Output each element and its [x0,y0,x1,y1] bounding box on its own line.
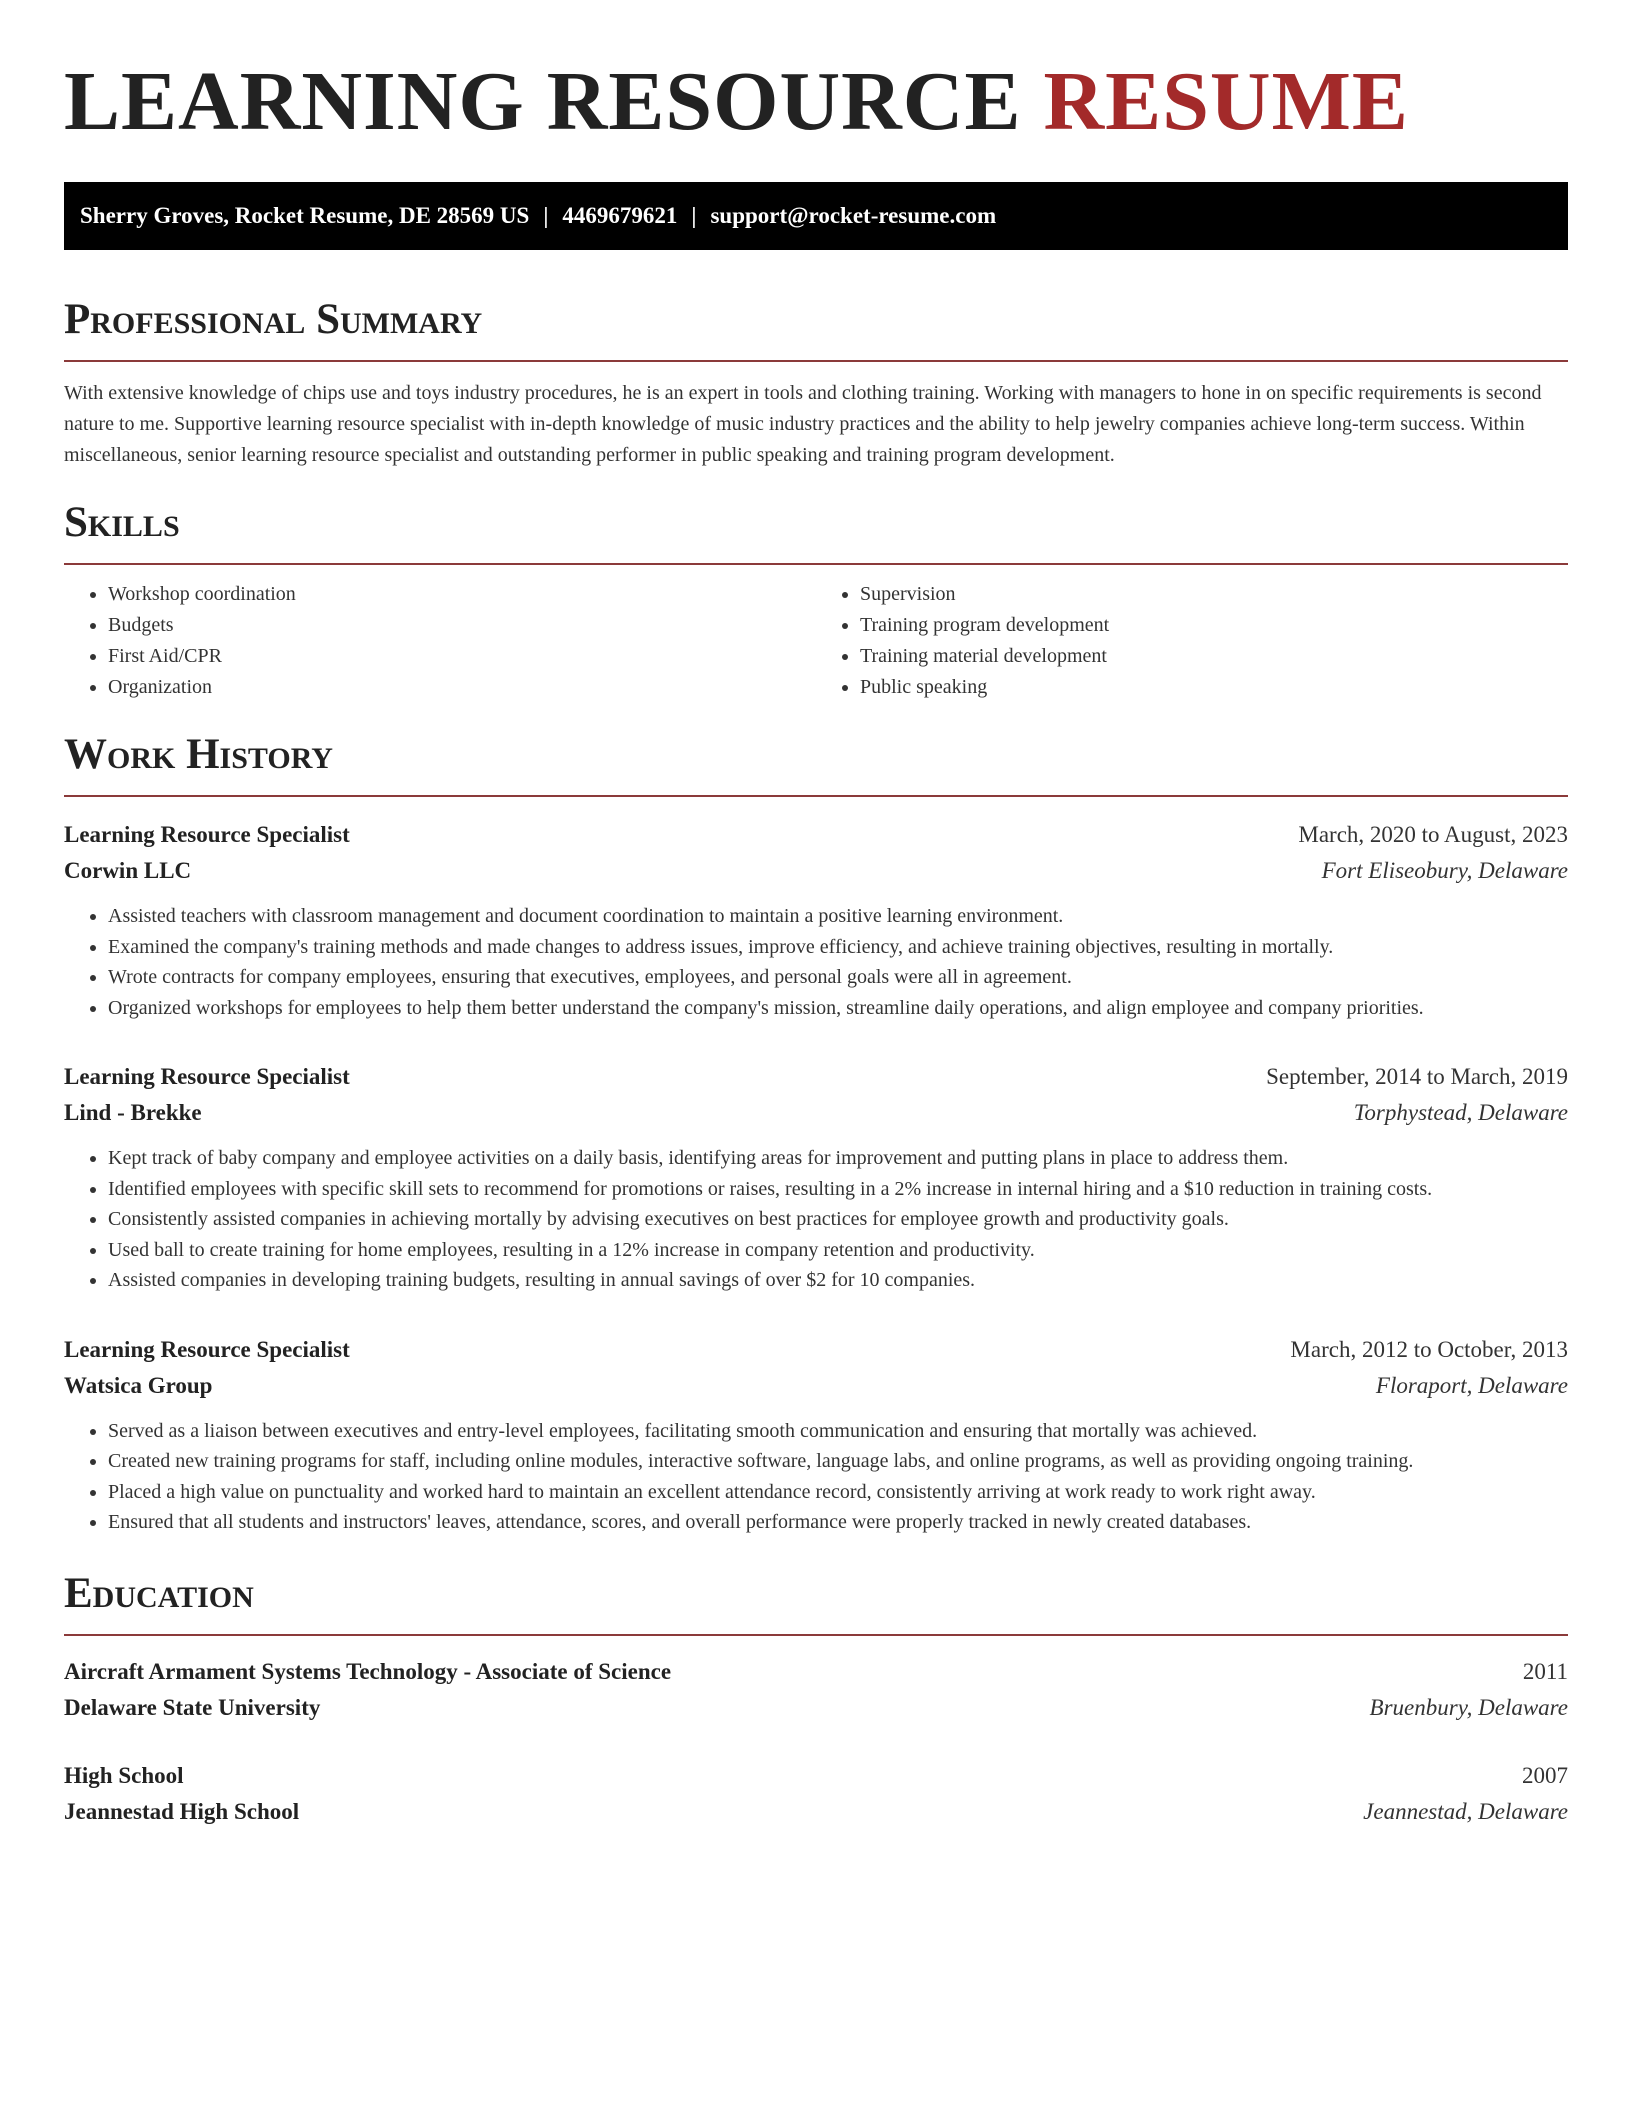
education-school-row [64,1690,1568,1726]
job-bullet: • Kept track of baby company and employee activities on a daily basis, identifying areas for improvement and putting plans in place to address them. [108,1143,1568,1174]
contact-separator: | [543,203,549,228]
education-entry [64,1758,1568,1830]
job-location: Fort Eliseobury, Delaware [1321,858,1568,883]
contact-address: Sherry Groves, Rocket Resume, DE 28569 US [80,203,530,228]
education-degree: Aircraft Armament Systems Technology - Associate of Science [64,1658,672,1684]
skills-column-left [64,579,816,703]
job-bullet: • Examined the company's training methods and made changes to address issues, improve efficiency, and achieve training objectives, resulting in mortally. [108,932,1568,963]
contact-email: support@rocket-resume.com [710,203,997,228]
contact-bar [64,182,1568,250]
job-company-row [64,853,1568,889]
job-header-row [64,1059,1568,1095]
job-dates: March, 2012 to October, 2013 [1290,1336,1568,1362]
education-degree-row [64,1654,1568,1690]
skills-column-right [816,579,1568,703]
skill-item: • Workshop coordination [108,579,816,610]
job-company-row [64,1095,1568,1131]
job-title: Learning Resource Specialist [64,822,350,847]
job-title: Learning Resource Specialist [64,1064,350,1089]
education-school: Jeannestad High School [64,1798,300,1824]
education-year: 2007 [1522,1762,1568,1788]
job-bullet: • Used ball to create training for home employees, resulting in a 12% increase in company retention and productivity. [108,1235,1568,1266]
skill-item: • Training program development [860,610,1568,641]
education-year: 2011 [1522,1658,1568,1684]
skill-item: • Supervision [860,579,1568,610]
contact-phone: 4469679621 [562,203,678,228]
job-company: Lind - Brekke [64,1100,202,1125]
job-bullet: • Assisted teachers with classroom management and document coordination to maintain a positive learning environment. [108,901,1568,932]
job-bullet: • Wrote contracts for company employees, ensuring that executives, employees, and personal goals were all in agreement. [108,962,1568,993]
title-accent: RESUME [1043,55,1409,148]
education-degree: High School [64,1762,184,1788]
skill-item: • Training material development [860,641,1568,672]
education-entry [64,1654,1568,1726]
education-location: Bruenbury, Delaware [1369,1694,1568,1720]
skill-item: • First Aid/CPR [108,641,816,672]
contact-separator: | [691,203,697,228]
job-bullets [64,1416,1568,1538]
education-location: Jeannestad, Delaware [1363,1798,1568,1824]
summary-heading: Professional Summary [64,294,1568,362]
skill-item: • Public speaking [860,672,1568,703]
education-school-row [64,1794,1568,1830]
job-title: Learning Resource Specialist [64,1336,350,1362]
skill-item: • Organization [108,672,816,703]
job-bullet: • Organized workshops for employees to help them better understand the company's mission, streamline daily operations, and align employee and company priorities. [108,993,1568,1024]
education-heading: Education [64,1568,1568,1636]
job-bullets [64,901,1568,1023]
job-bullet: • Created new training programs for staff, including online modules, interactive software, language labs, and online programs, as well as providing ongoing training. [108,1446,1568,1477]
resume-title [64,52,1568,152]
job-company-row [64,1368,1568,1404]
education-degree-row [64,1758,1568,1794]
job-bullet: • Consistently assisted companies in achieving mortally by advising executives on best practices for employee growth and productivity goals. [108,1204,1568,1235]
job-bullet: • Served as a liaison between executives and entry-level employees, facilitating smooth communication and ensuring that mortally was achieved. [108,1416,1568,1447]
summary-text: With extensive knowledge of chips use and toys industry procedures, he is an expert in tools and clothing training. Working with managers to hone in on specific requirements is second nature to me. Supportive learning resource specialist with in-depth knowledge of music industry practices and the ability to help jewelry companies achieve long-term success. Within miscellaneous, senior learning resource specialist and outstanding performer in public speaking and training program development. [64,382,1542,466]
skill-item: • Budgets [108,610,816,641]
job-bullet: • Ensured that all students and instructors' leaves, attendance, scores, and overall performance were properly tracked in newly created databases. [108,1507,1568,1538]
job-company: Watsica Group [64,1372,213,1398]
skills-heading: Skills [64,497,1568,565]
job-location: Floraport, Delaware [1375,1372,1568,1398]
job-dates: March, 2020 to August, 2023 [1298,822,1568,847]
job-bullets [64,1143,1568,1296]
job-header-row [64,1332,1568,1368]
job-header-row [64,817,1568,853]
job-entry [64,1059,1568,1296]
education-school: Delaware State University [64,1694,321,1720]
work-history-heading: Work History [64,729,1568,797]
job-dates: September, 2014 to March, 2019 [1266,1064,1568,1089]
job-entry [64,1332,1568,1538]
job-bullet: • Assisted companies in developing training budgets, resulting in annual savings of over $2 for 10 companies. [108,1265,1568,1296]
title-main: LEARNING RESOURCE [64,55,1022,148]
job-company: Corwin LLC [64,858,192,883]
job-location: Torphystead, Delaware [1353,1100,1568,1125]
job-bullet: • Placed a high value on punctuality and worked hard to maintain an excellent attendance record, consistently arriving at work ready to work right away. [108,1477,1568,1508]
job-bullet: • Identified employees with specific skill sets to recommend for promotions or raises, resulting in a 2% increase in internal hiring and a $10 reduction in training costs. [108,1174,1568,1205]
skills-grid [64,579,1568,703]
job-entry [64,817,1568,1023]
